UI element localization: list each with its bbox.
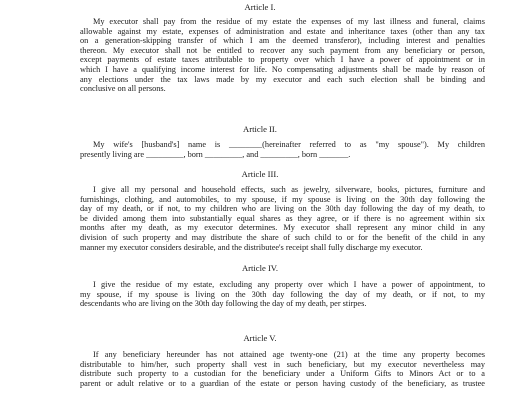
article-5-line: distribute such property to a custodian for the beneficiary under a Uniform Gifts to Minors Act or to a bbox=[80, 369, 485, 379]
article-4-heading: Article IV. bbox=[241, 263, 279, 273]
article-1-line: conclusive on all persons. bbox=[80, 84, 166, 94]
article-3-line: be divided among them into substantially equal shares as they agree, or if there is no agreement within six bbox=[80, 213, 485, 223]
article-3-heading: Article III. bbox=[241, 169, 279, 179]
article-1-line: thereon. My executor shall not be entitled to recover any such payment from any beneficiary or person, bbox=[80, 45, 485, 55]
article-4-line: descendants who are living on the 30th day following the day of my death, per stirpes. bbox=[80, 299, 367, 309]
article-3-line: months after my death, as my executor determines. My executor shall represent any minor child in any bbox=[80, 223, 485, 233]
article-4-line: my spouse, if my spouse is living on the 30th day following the day of my death, or if not, to my bbox=[80, 289, 485, 299]
article-2-line: presently living are _________, born _________, and _________, born _______. bbox=[80, 149, 351, 159]
article-3-paragraph bbox=[80, 185, 485, 252]
article-3-line: day of my death, or if not, to my children who are living on the 30th day following the day of my death, to bbox=[80, 204, 485, 214]
article-2-heading: Article II. bbox=[243, 124, 277, 134]
article-1-line: which I have a qualifying income interest for life. No compensating adjustments shall be made by reason of bbox=[80, 64, 485, 74]
article-4-line: I give the residue of my estate, excluding any property over which I have a power of appointment, to bbox=[93, 280, 485, 289]
article-1-line: except payments of estate taxes attributable to property over which I have a power of appointment or in bbox=[80, 55, 485, 65]
article-1-line: on a generation-skipping transfer of which I am the deemed transferor), including interest and penalties bbox=[80, 36, 485, 46]
article-1-paragraph bbox=[80, 17, 485, 94]
article-1-line: any elections under the tax laws made by my executor and each such election shall be binding and bbox=[80, 74, 485, 84]
article-3-line: manner my executor considers desirable, and the distributee's receipt shall fully discharge my executor. bbox=[80, 242, 423, 252]
article-3-line: I give all my personal and household effects, such as jewelry, silverware, books, pictures, furniture and bbox=[93, 185, 485, 194]
article-5-line: distributable to him/her, such property shall vest in such beneficiary, but my executor nevertheless may bbox=[80, 359, 485, 369]
article-4-paragraph bbox=[80, 280, 485, 309]
article-5-line: If any beneficiary hereunder has not attained age twenty-one (21) at the time any property becomes bbox=[93, 350, 485, 359]
article-5-paragraph bbox=[80, 350, 485, 388]
article-3-line: furnishings, clothing, and automobiles, to my spouse, if my spouse is living on the 30th day following the bbox=[80, 194, 485, 204]
article-3-line: division of such property and may distribute the share of such child to or for the benefit of the child in any bbox=[80, 232, 485, 242]
article-1-line: allowable against my estate, expenses of administration and estate and inheritance taxes (other than any tax bbox=[80, 26, 485, 36]
article-1-line: My executor shall pay from the residue of my estate the expenses of my last illness and funeral, claims bbox=[93, 17, 485, 26]
article-1-heading: Article I. bbox=[244, 2, 276, 12]
article-5-heading: Article V. bbox=[243, 333, 277, 343]
article-2-paragraph bbox=[80, 140, 485, 159]
article-2-line: My wife's [husband's] name is ________(hereinafter referred to as "my spouse"). My children bbox=[93, 140, 485, 149]
article-5-line: parent or adult relative or to a guardian of the estate or person having custody of the beneficiary, as trustee bbox=[80, 378, 485, 388]
